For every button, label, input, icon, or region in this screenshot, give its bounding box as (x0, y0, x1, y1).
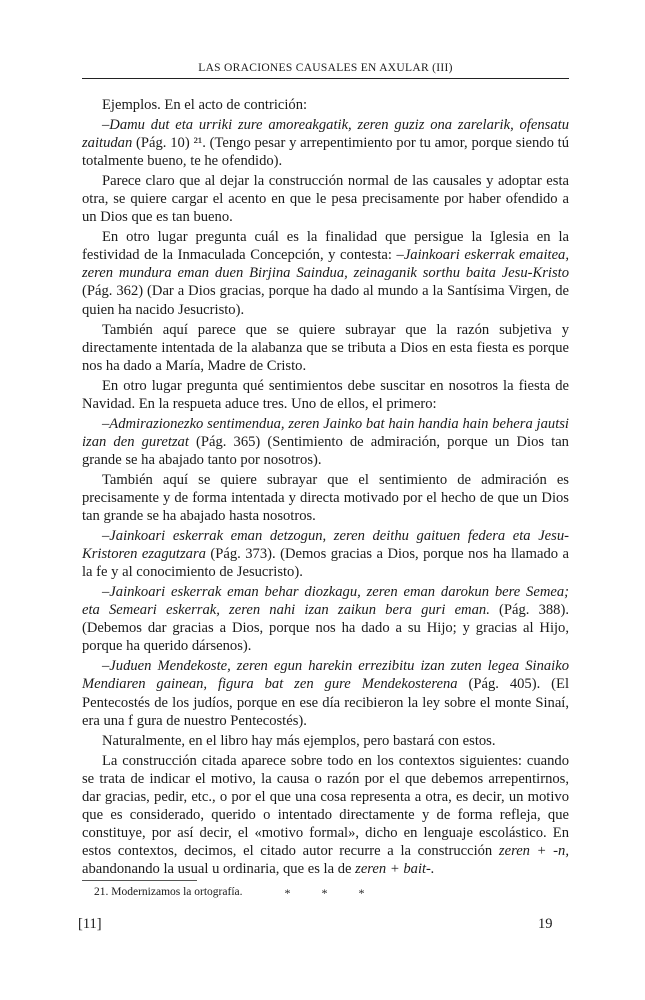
paragraph (82, 657, 569, 729)
paragraph (82, 172, 569, 226)
body-text (82, 96, 569, 902)
text-run: También aquí se quiere subrayar que el sentimiento de admiración es precisamente y de forma intentada y directa motivado por el hecho de que un Dios tan grande se ha abajado hasta nosotros. (82, 471, 569, 525)
text-run: – (102, 117, 110, 134)
basque-quote: Admirazionezko sentimendua, zeren Jainko bat hain handia hain behera jautsi izan den guretzat (82, 415, 569, 450)
paragraph (82, 116, 569, 170)
text-run: (Pág. 373). (Demos gracias a Dios, porque nos ha llamado a la fe y al conocimiento de Jesucristo). (82, 546, 569, 581)
section-separator: * * * (284, 885, 379, 900)
basque-quote: Juduen Mendekoste, zeren egun harekin errezibitu izan zuten legea Sinaiko Mendiaren gainean, figura bat zen gure Mendekosterena (82, 658, 569, 693)
running-head: LAS ORACIONES CAUSALES EN AXULAR (III) (198, 62, 453, 74)
basque-quote: Jainkoari eskerrak eman detzogun, zeren deithu gaituen federa eta Jesu-Kristoren ezagutzara (82, 528, 569, 563)
text-run: La construcción citada aparece sobre todo en los contextos siguientes: cuando se trata de indicar el motivo, la causa o razón por el que debemos arrepentirnos, dar gracias, pedir, etc., o por el que una cosa representa a otra, es decir, un motivo que es considerado, querido o intentado directamente y de forma refleja, que constituye, por así decir, el «motivo formal», dicho en lenguaje escolástico. En estos contextos, decimos, el citado autor recurre a la construcción (82, 752, 569, 859)
text-run: (Pág. 362) (Dar a Dios gracias, porque ha dado al mundo a la Santísima Virgen, de quien ha nacido Jesucristo). (82, 283, 569, 318)
paragraph (82, 415, 569, 469)
text-run: Ejemplos. En el acto de contrición: (102, 97, 308, 113)
text-run: También aquí parece que se quiere subrayar que la razón subjetiva y directamente intentada de la alabanza que se tributa a Dios en esta fiesta es porque nos ha dado a María, Madre de Cristo. (82, 321, 569, 374)
paragraph (82, 471, 569, 525)
paragraph (82, 732, 569, 750)
text-run: En otro lugar pregunta qué sentimientos debe suscitar en nosotros la fiesta de Navidad. En la respueta aduce tres. Uno de ellos, el primero: (82, 377, 569, 412)
text-run: (Pág. 365) (Sentimiento de admiración, porque un Dios tan grande se ha abajado tanto por nosotros). (82, 433, 569, 468)
basque-quote: Jainkoari eskerrak eman behar diozkagu, zeren eman darokun bere Semea; eta Semeari eskerrak, zeren nahi izan zaikun bera guri eman. (82, 584, 569, 619)
page-identifier: [11] (78, 916, 102, 932)
basque-quote: zeren + -n, (498, 842, 569, 859)
text-run: – (102, 658, 110, 675)
text-run: Parece claro que al dejar la construcción normal de las causales y adoptar esta otra, se quiere cargar el acento en que le pesa precisamente por haber ofendido a un Dios que es tan bueno. (82, 173, 569, 226)
paragraph (82, 321, 569, 375)
header-rule (82, 78, 569, 79)
footnote: 21. Modernizamos la ortografía. (94, 886, 243, 898)
text-run: – (102, 584, 110, 601)
paragraph (82, 377, 569, 413)
page-number: 19 (538, 916, 553, 932)
text-run: abandonando la usual u ordinaria, que es la de (82, 860, 356, 877)
text-run: (Pág. 405). (El Pentecostés de los judíos, porque en ese día recibieron la ley sobre el monte Sinaí, era una f gura de nuestro Pentecostés). (82, 676, 569, 729)
text-run: En otro lugar pregunta cuál es la finalidad que persigue la Iglesia en la festividad de la Inmaculada Concepción, y contesta: – (82, 229, 569, 264)
text-run: Naturalmente, en el libro hay más ejemplos, pero bastará con estos. (102, 732, 496, 749)
paragraph (82, 96, 569, 114)
paragraph (82, 228, 569, 318)
footnote-rule (82, 880, 197, 881)
paragraph (82, 527, 569, 581)
paragraph (82, 752, 569, 878)
paragraph (82, 583, 569, 655)
text-run: (Pág. 10) ²¹. (Tengo pesar y arrepentimiento por tu amor, porque siendo tú totalmente bueno, te he ofendido). (82, 135, 569, 170)
basque-quote: Jainkoari eskerrak emaitea, zeren mundura eman duen Birjina Saindua, zeinaganik sorthu baita Jesu-Kristo (82, 247, 569, 282)
text-run: – (102, 415, 110, 432)
basque-quote: Damu dut eta urriki zure amoreakgatik, zeren guziz ona zarelarik, ofensatu zaitudan (82, 117, 569, 152)
basque-quote: zeren + bait-. (355, 860, 435, 877)
text-run: – (102, 528, 110, 545)
text-run: (Pág. 388). (Debemos dar gracias a Dios, porque nos ha dado a su Hijo; y gracias al Hijo, porque ha querido dársenos). (82, 602, 569, 655)
